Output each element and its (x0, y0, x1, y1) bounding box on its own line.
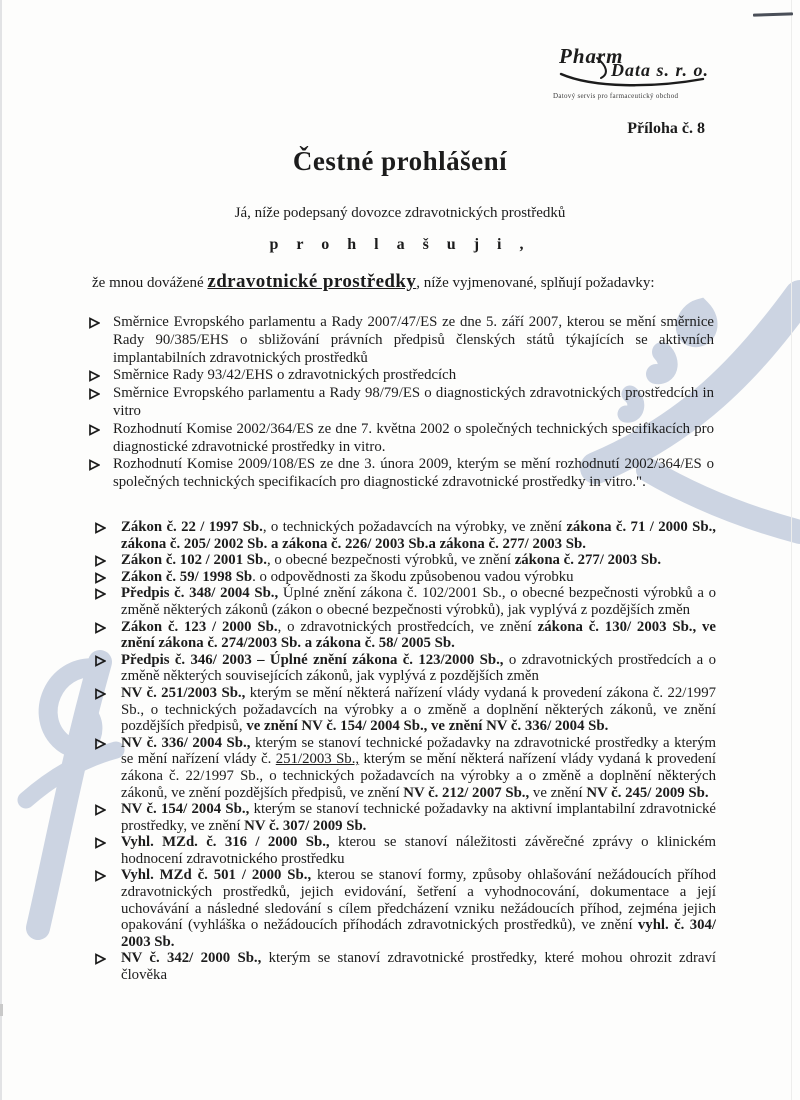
scan-artifact-dash (753, 12, 793, 16)
logo-tagline: Datový servis pro farmaceutický obchod (553, 92, 679, 100)
arrow-bullet-icon (95, 588, 106, 600)
list-item-text: Předpis č. 346/ 2003 – Úplné znění zákona č. 123/2000 Sb., o zdravotnických prostředcích a o změně některých souvisejících zákonů, jak vyplývá z pozdějších změn (121, 651, 716, 685)
arrow-bullet-icon (95, 555, 106, 567)
list-item-text: NV č. 342/ 2000 Sb., kterým se stanoví zdravotnické prostředky, které mohou ohrozit zdraví člověka (121, 950, 716, 984)
list-item (88, 456, 714, 492)
list-item-text: Zákon č. 59/ 1998 Sb. o odpovědnosti za škodu způsobenou vadou výrobku (121, 568, 574, 585)
declaration-statement (92, 271, 732, 293)
logo-word-data: Data s. r. o. (611, 60, 710, 80)
list-item-text: Předpis č. 348/ 2004 Sb., Úplné znění zákona č. 102/2001 Sb., o obecné bezpečnosti výrobků a o změně některých zákonů (zákon o obecné bezpečnosti výrobků), jak vyplývá z pozdějších změn (121, 585, 716, 618)
statement-emphasis: zdravotnické prostředky (207, 271, 417, 292)
arrow-bullet-icon (95, 837, 106, 849)
arrow-bullet-icon (95, 738, 106, 750)
eu-directives-list (88, 314, 714, 492)
list-item (94, 652, 716, 685)
list-item (94, 685, 716, 735)
list-item-text: Rozhodnutí Komise 2009/108/ES ze dne 3. února 2009, kterým se mění rozhodnutí 2002/364/ES o společných technických specifikacích pro diagnostické zdravotnické prostředky in vitro.". (113, 456, 714, 491)
list-item (94, 569, 716, 586)
national-laws-list (94, 519, 716, 984)
list-item (94, 619, 716, 652)
arrow-bullet-icon (95, 804, 106, 816)
document-title: Čestné prohlášení (292, 146, 508, 176)
statement-prefix: že mnou dovážené (92, 275, 208, 291)
list-item (94, 950, 716, 983)
list-item-text: Zákon č. 102 / 2001 Sb., o obecné bezpečnosti výrobků, ve znění zákona č. 277/ 2003 Sb. (121, 552, 662, 569)
list-item (88, 314, 714, 367)
logo-script-lockup (553, 44, 713, 90)
list-item-text: NV č. 336/ 2004 Sb., kterým se stanoví technické požadavky na zdravotnické prostředky a kterým se mění nařízení vlády č. 251/2003 Sb., kterým se mění některá nařízení vlády vydaná k provedení zákona č. 22/1997 Sb., o technických požadavcích na výrobky a o změně a doplnění některých zákonů, ve znění pozdějších předpisů, ve znění NV č. 212/ 2007 Sb., ve znění NV č. 245/ 2009 Sb. (121, 734, 716, 801)
list-item-text: Zákon č. 22 / 1997 Sb., o technických požadavcích na výrobky, ve znění zákona č. 71 / 2000 Sb., zákona č. 205/ 2002 Sb. a zákona č. 226/ 2003 Sb.a zákona č. 277/ 2003 Sb. (121, 519, 717, 552)
arrow-bullet-icon (89, 370, 100, 382)
arrow-bullet-icon (95, 688, 106, 700)
list-item (94, 552, 716, 569)
list-item (94, 801, 716, 834)
arrow-bullet-icon (95, 622, 106, 634)
arrow-bullet-icon (89, 424, 100, 436)
declaration-intro: Já, níže podepsaný dovozce zdravotnických prostředků (234, 205, 566, 221)
arrow-bullet-icon (95, 870, 106, 882)
arrow-bullet-icon (95, 522, 106, 534)
list-item-text: Směrnice Evropského parlamentu a Rady 98/79/ES o diagnostických zdravotnických prostředcích in vitro (113, 385, 714, 419)
pharmdata-logo (553, 44, 713, 100)
list-item-text: NV č. 251/2003 Sb., kterým se mění některá nařízení vlády vydaná k provedení zákona č. 22/1997 Sb., o technických požadavcích na výrobky a o změně a doplnění některých zákonů, ve znění pozdějších předpisů, ve znění NV č. 154/ 2004 Sb., ve znění NV č. 336/ 2004 Sb. (121, 684, 716, 735)
list-item (88, 385, 714, 421)
list-item (88, 421, 714, 457)
arrow-bullet-icon (89, 388, 100, 400)
attachment-label: Příloha č. 8 (627, 120, 705, 137)
list-item (94, 735, 716, 801)
list-item-text: Směrnice Rady 93/42/EHS o zdravotnických prostředcích (113, 367, 457, 384)
list-item (94, 519, 716, 552)
list-item-text: Vyhl. MZd. č. 316 / 2000 Sb., kterou se stanoví náležitosti závěrečné zprávy o klinickém hodnocení zdravotnického prostředku (121, 834, 716, 867)
list-item (94, 834, 716, 867)
declare-word: p r o h l a š u j i , (269, 236, 531, 253)
list-item (94, 867, 716, 950)
arrow-bullet-icon (89, 317, 100, 329)
list-item-text: Směrnice Evropského parlamentu a Rady 2007/47/ES ze dne 5. září 2007, kterou se mění směrnice Rady 90/385/EHS o sbližování právních předpisů členských států týkajících se aktivních implantabilních zdravotnických prostředků (113, 314, 714, 366)
logo-word-pharm: Pharm (559, 44, 624, 68)
list-item-text: Zákon č. 123 / 2000 Sb., o zdravotnických prostředcích, ve znění zákona č. 130/ 2003 Sb., ve znění zákona č. 274/2003 Sb. a zákona č. 58/ 2005 Sb. (121, 618, 716, 652)
list-item-text: NV č. 154/ 2004 Sb., kterým se stanoví technické požadavky na aktivní implantabilní zdravotnické prostředky, ve znění NV č. 307/ 2009 Sb. (121, 801, 716, 834)
statement-suffix: , níže vyjmenované, splňují požadavky: (416, 275, 655, 291)
arrow-bullet-icon (95, 655, 106, 667)
scan-artifact-speck (0, 1004, 3, 1016)
arrow-bullet-icon (95, 953, 106, 965)
list-item (88, 367, 714, 385)
list-item (94, 585, 716, 618)
arrow-bullet-icon (89, 459, 100, 471)
list-item-text: Vyhl. MZd č. 501 / 2000 Sb., kterou se stanoví formy, způsoby ohlašování nežádoucích příhod zdravotnických prostředků, jejich evidování, šetření a vyhodnocování, dokumentace a její uchovávání a následné sledování s cílem předcházení vzniku nežádoucích příhod, zejména jejich opakování (vyhláška o nežádoucích příhodách zdravotnických prostředků), ve znění vyhl. č. 304/ 2003 Sb. (121, 867, 717, 950)
list-item-text: Rozhodnutí Komise 2002/364/ES ze dne 7. května 2002 o společných technických specifikacích pro diagnostické zdravotnické prostředky in vitro. (113, 420, 714, 455)
arrow-bullet-icon (95, 572, 106, 584)
